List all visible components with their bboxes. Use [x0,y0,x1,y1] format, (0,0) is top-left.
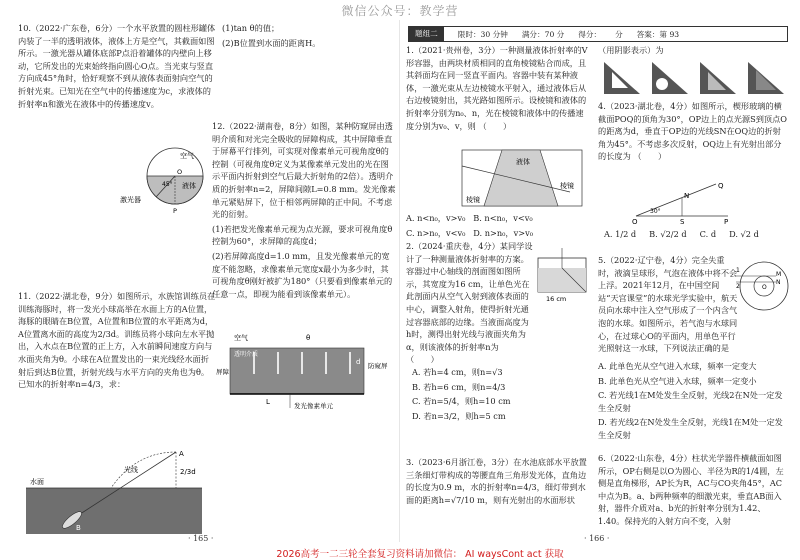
q5-N-label: N [776,279,781,286]
q11-A-label: A [179,450,184,458]
page-divider [399,20,400,542]
q4-N-label: N [684,192,690,200]
q3-text: 3.（2023·6月浙江卷，3分）在水池底部水平放置三条细灯带构成的等腰直角三角形发光体，直角边的长度为0.9 m，水的折射率n=4/3，细灯带到水面的距离h=√7/10 m，则有光射出的水面形状 [406,457,587,505]
q12-d-label: d [356,358,361,366]
q10-laser-label: 激光器 [120,196,141,204]
question-5 [598,254,738,357]
q1-liquid-label: 液体 [516,158,530,166]
q4-P-label: P [724,218,729,224]
q11-part-1: (1)tan θ的值； [222,23,280,33]
q4-choice-D[interactable]: D. √2 d [729,229,759,239]
q2-blank: （ ） [406,354,439,365]
q10-text: 10.（2022·广东卷，6分）一个水平放置的圆柱形罐体内装了一半的透明液体，液体上方是空气，其截面如图所示。一激光器从罐体底部P点沿着罐体的内壁向上移动，它所发出的光束始终指向圆心O点。当光束与竖直方向成45°角时，恰好观察不到从液体表面射向空气的折射光束。已知光在空气中的传播速度为c，求液体的折射率n和激光在液体中的传播速度v。 [18,23,216,109]
q12-screen-label: 防窥屏 [368,362,388,370]
q1-blank: （ ） [478,120,512,131]
score-header [408,26,788,42]
question-3 [406,456,590,508]
q11-figure [26,448,202,536]
q11-B-label: B [76,524,81,532]
q4-S-label: S [680,218,685,224]
q4-figure [632,180,732,224]
header-unit: 分 [615,29,623,39]
q4-blank: （ ） [633,151,667,162]
q12-pixel-label: 发光像素单元 [294,402,333,410]
q1-choice-A-text: A. n<n₀，v>v₀ [406,213,466,223]
q1-text [406,44,590,132]
q2-width-label: 16 cm [546,295,567,302]
q12-theta-label: θ [306,334,311,342]
header-got: 得分： [578,29,602,39]
q1-prism-label-left: 棱镜 [466,196,480,204]
question-11 [18,290,216,393]
q1-choices [406,212,590,241]
q2-choice-C[interactable]: C. 若n=5/4，则h=10 cm [412,396,511,407]
q1-choice-C-text: C. n>n₀，v<v₀ [406,227,466,238]
q5-choice-A[interactable]: A. 此单色光从空气进入水球，频率一定变大 [598,361,757,371]
q4-Q-label: Q [718,182,724,190]
q10-P-label: P [173,207,177,215]
question-2 [406,240,534,368]
question-6 [598,452,788,530]
q5-line2-label: 2 [736,283,740,290]
q4-angle-label: 30° [650,208,661,215]
q10-liquid-label: 液体 [182,182,196,190]
q4-choices [604,228,788,243]
q11-text: 11.（2022·湖北卷，9分）如图所示，水族馆训练员在训练海豚时，将一发光小球高举在水面上方的A位置，海豚的眼睛在B位置，A位置和B位置的水平距离为d，A位置离水面的高度为2/3d。训练员将小球向左水平抛出，入水点在B位置的正上方，入水前瞬间速度方向与水面夹角为θ。小球在A位置发出的一束光线经水面折射后到达B位置，折射光线与水平方向的夹角也为θ。已知水的折射率n=4/3，求： [18,291,216,390]
q3-options-figure [600,58,790,98]
q2-figure [532,244,592,302]
q4-choice-A[interactable]: A. 1/2 d [604,229,637,239]
q1-choice-A[interactable] [406,212,590,225]
q10-O-label: O [177,168,183,176]
q10-angle-label: 45° [162,181,173,188]
question-10 [18,22,216,112]
q3-tail-text: （用阴影表示）为 [598,45,664,55]
watermark-top: 微信公众号：教学营 [341,4,459,18]
q1-choice-B-text: B. n<n₀，v<v₀ [473,213,533,223]
q2-body: 2.（2024·重庆卷，4分）某同学设计了一种测量液体折射率的方案。容器过中心轴线的剖面图如图所示，其宽度为16 cm，让单色光在此剖面内从空气入射到液体表面的中心，调整入射角，使得折射光通过容器底部的边缘。当液面高度为h时，测得出射光线与液面夹角为α，则该液体的折射率n为 [406,241,533,352]
q2-text [406,240,534,366]
footer-banner: 2026高考一二三轮全套复习资料请加微信： AI waysCont act 获取 [276,549,564,560]
q6-text: 6.（2022·山东卷，4分）柱状光学器件横截面如图所示，OP右侧是以O为圆心、半径为R的1/4圆，左侧是直角梯形，AP长为R，AC与CO夹角45°，AC中点为B。a、b两种频率的细激光束，垂直AB面入射，器件介质对a、b光的折射率分别为1.42、1.40。保持光的入射方向不变，入射 [598,453,784,526]
q1-figure [460,148,586,210]
q11-h-label: 2/3d [180,468,196,476]
q1-prism-label-right: 棱镜 [560,182,574,190]
q4-body: 4.（2023·湖北卷，4分）如图所示，楔形玻璃的横截面POQ的顶角为30°，OP边上的点光源S到顶点O的距离为d，垂直于OP边的光线SN在OQ边的折射角为45°。不考虑多次反射，OQ边上有光射出部分的长度为 [598,101,787,162]
q1-choice-D-text: D. n>n₀，v>v₀ [473,227,534,238]
question-12 [212,120,396,302]
q2-choice-A[interactable]: A. 若h=4 cm，则n=√3 [412,367,503,377]
q2-choices [412,366,532,424]
q5-choice-B[interactable]: B. 此单色光从空气进入水球，频率一定变小 [598,375,757,386]
q5-choice-D[interactable]: D. 若光线2在N处发生全反射，光线1在M处一定发生全反射 [598,417,783,440]
q5-text: 5.（2022·辽宁卷，4分）完全失重时，液滴呈球形，气泡在液体中将不会上浮。2021年12月，在中国空间站“天宫课堂”的水球光学实验中，航天员向水球中注入空气形成了一个内含气泡的水球。如图所示，若气泡与水球同心，在过球心O的平面内，用单色平行光照射这一水球，下列说法正确的是 [598,255,738,354]
q12-air-label: 空气 [234,334,248,342]
header-score: 满分：70 分 [521,29,565,39]
q5-choices [598,360,788,444]
q12-barrier-label: 屏障 [216,368,229,376]
q12-L-label: L [266,398,270,406]
header-time: 限时：30 分钟 [457,29,508,39]
question-1 [406,44,590,134]
q4-choices-row [604,228,788,241]
q3-tail [598,44,788,59]
q4-choice-B[interactable]: B. √2/2 d [649,229,687,239]
q10-air-label: 空气 [180,152,194,160]
q12-part-1: (1)若把发光像素单元视为点光源，要求可视角度θ控制为60°，求屏障的高度d； [212,223,393,247]
q5-figure [736,258,792,314]
q12-text: 12.（2022·湖南卷，8分）如图，某种防窥屏由透明介质和对光完全吸收的屏障构成，其中屏障垂直于屏幕平行排列，可实现对像素单元可视角度θ的控制（可视角度θ定义为某像素单元发出的光在图示平面内折射到空气后最大折射角的2倍）。透明介质的折射率n=2，屏障间隙L=0.8 mm。发光像素单元紧贴屏下，位于相邻两屏障的正中间。不考虑光的衍射。 [212,121,396,220]
header-tag: 题组二 [409,27,444,41]
page-number-right: · 166 · [584,534,610,543]
q1-body: 1.（2021·贵州卷，3分）一种测量液体折射率的V形容器，由两块材质相同的直角棱镜粘合而成，且其斜面均在同一竖直平面内。容器中装有某种液体，一激光束从左边棱镜水平射入，通过液体后从右边棱镜射出，其光路如图所示。设棱镜和液体的折射率分别为n₀、n，光在棱镜和液体中的传播速度分别为v₀、v，则 [406,45,588,131]
q11-ray-label: 光线 [124,466,138,474]
q4-choice-C[interactable]: C. d [699,229,717,239]
q11-water-label: 水面 [30,478,44,486]
q5-O-label: O [762,284,767,291]
q2-choice-D[interactable]: D. 若n=3/2，则h=5 cm [412,410,506,421]
q1-choice-C[interactable] [406,227,590,240]
q4-text [598,100,788,163]
q2-choice-B[interactable]: B. 若h=6 cm，则n=4/3 [412,381,506,392]
q5-M-label: M [776,271,782,278]
q5-line1-label: 1 [736,267,740,274]
q12-figure [216,330,396,412]
question-4 [598,100,788,165]
header-answer: 答案：第 93 [636,29,680,39]
q5-choice-C[interactable]: C. 若光线1在M处发生全反射，光线2在N处一定发生全反射 [598,390,783,413]
page-number-left: · 165 · [188,534,214,543]
q4-O-label: O [632,218,638,224]
q11-parts [222,22,392,51]
q12-part-2: (2)若屏障高度d=1.0 mm，且发光像素单元的宽度不能忽略，求像素单元宽度x最小为多少时，其可视角度θ刚好被扩为180°（只要看到像素单元的任意一点，即视为能看到该像素单元）。 [212,250,393,299]
q11-part-2: (2)B位置到水面的距离H。 [222,37,321,48]
q12-medium-label: 透明介质 [234,351,259,358]
